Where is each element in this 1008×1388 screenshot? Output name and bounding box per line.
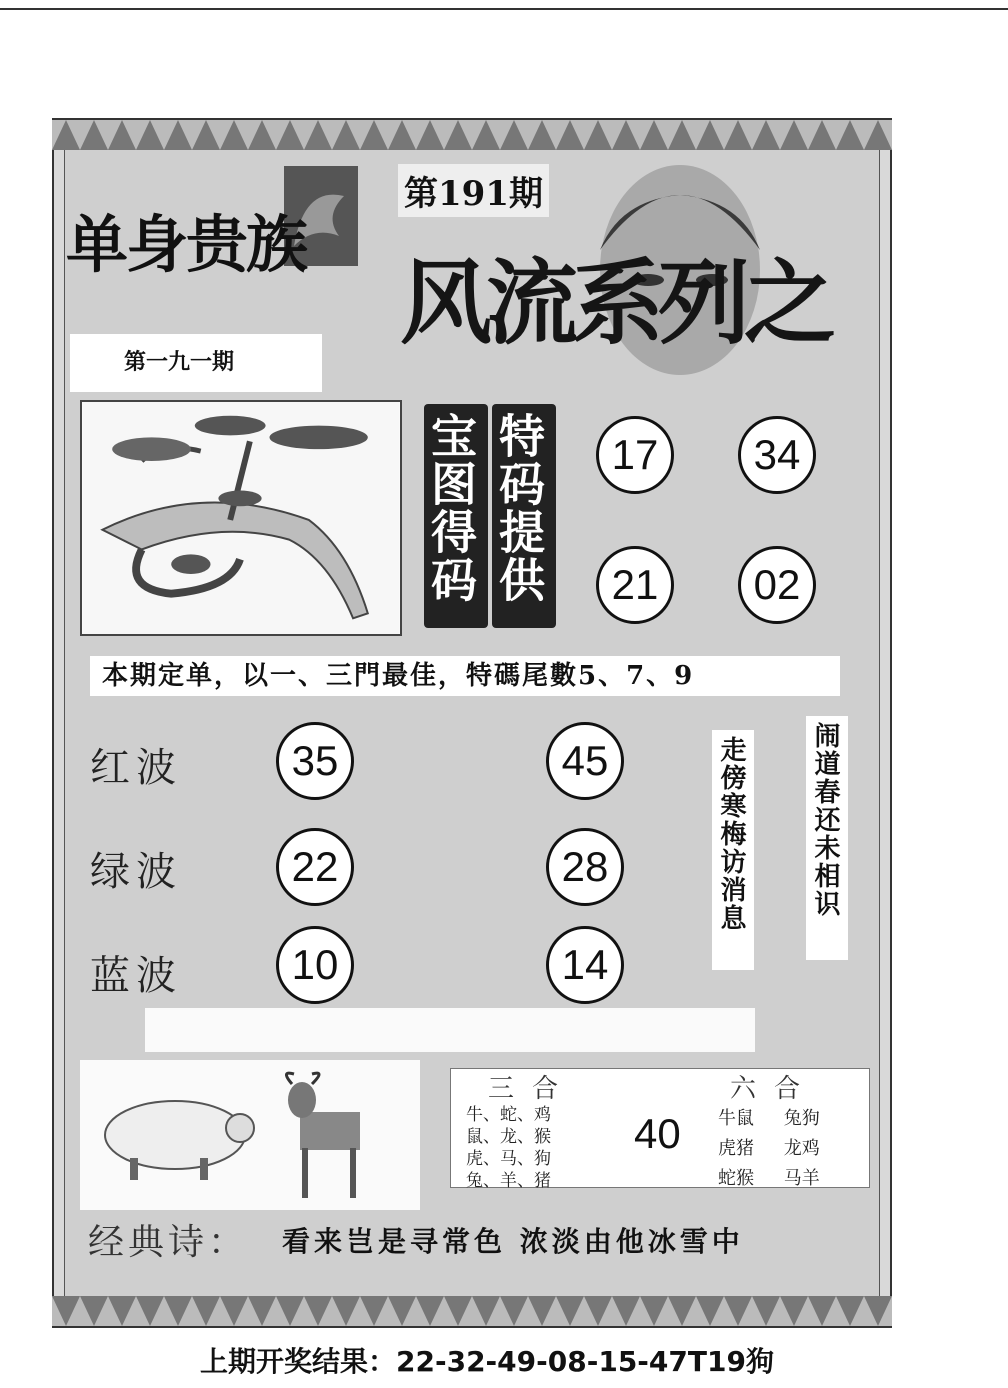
combo-number: 40 [634,1110,681,1157]
six-list [718,1104,820,1194]
special-label-left: 宝图得码 [424,404,488,628]
pig-icon [105,1101,254,1180]
top-rule [0,8,1008,10]
six-row: 虎猪 龙鸡 [718,1138,820,1159]
bottom-ornament-band [52,1296,892,1326]
six-row: 蛇猴 马羊 [718,1168,820,1189]
wave-green-number-2: 28 [546,828,624,906]
series-title: 风流系列之 [400,249,831,357]
special-number-2: 34 [738,416,816,494]
special-number-1: 17 [596,416,674,494]
wave-label-red: 红波 [90,745,182,791]
triple-row: 牛、蛇、鸡 [466,1105,551,1125]
triple-row: 虎、马、狗 [466,1149,551,1169]
wave-label-blue: 蓝波 [90,953,182,999]
issue-chinese-text: 第一九一期 [124,350,235,375]
triple-row: 兔、羊、猪 [466,1171,551,1191]
special-number-4: 02 [738,546,816,624]
poem-line-1: 走傍寒梅访消息 [712,730,754,970]
wave-green-number-1: 22 [276,828,354,906]
wave-red-number-1: 35 [276,722,354,800]
goat-icon [286,1073,360,1198]
special-label-right: 特码提供 [492,404,556,628]
issue-chinese-box [70,334,322,392]
six-title: 六合 [730,1074,819,1104]
triple-row: 鼠、龙、猴 [466,1127,551,1147]
last-result: 上期开奖结果：22-32-49-08-15-47T19狗 [200,1345,774,1378]
zodiac-animal-area [80,1060,420,1210]
classic-poem-label: 经典诗： [88,1222,249,1263]
puzzle-tree-image [80,400,402,636]
wave-label-green: 绿波 [90,849,182,895]
issue-label: 第191期 [398,164,549,217]
wave-red-number-2: 45 [546,722,624,800]
six-row: 牛鼠 兔狗 [718,1108,820,1129]
special-number-3: 21 [596,546,674,624]
triple-list [466,1104,551,1192]
hint-strip: 本期定单，以一、三門最佳，特碼尾數5、7、9 [90,656,840,696]
classic-poem-text: 看来岂是寻常色 浓淡由他冰雪中 [282,1225,744,1258]
top-ornament-band [52,120,892,150]
wave-blue-number-1: 10 [276,926,354,1004]
triple-title: 三合 [488,1074,577,1104]
mascot-title: 单身贵族 [66,208,307,281]
wave-blue-number-2: 14 [546,926,624,1004]
poem-line-2: 闹道春还未相识 [806,716,848,960]
blank-bar [145,1008,755,1052]
